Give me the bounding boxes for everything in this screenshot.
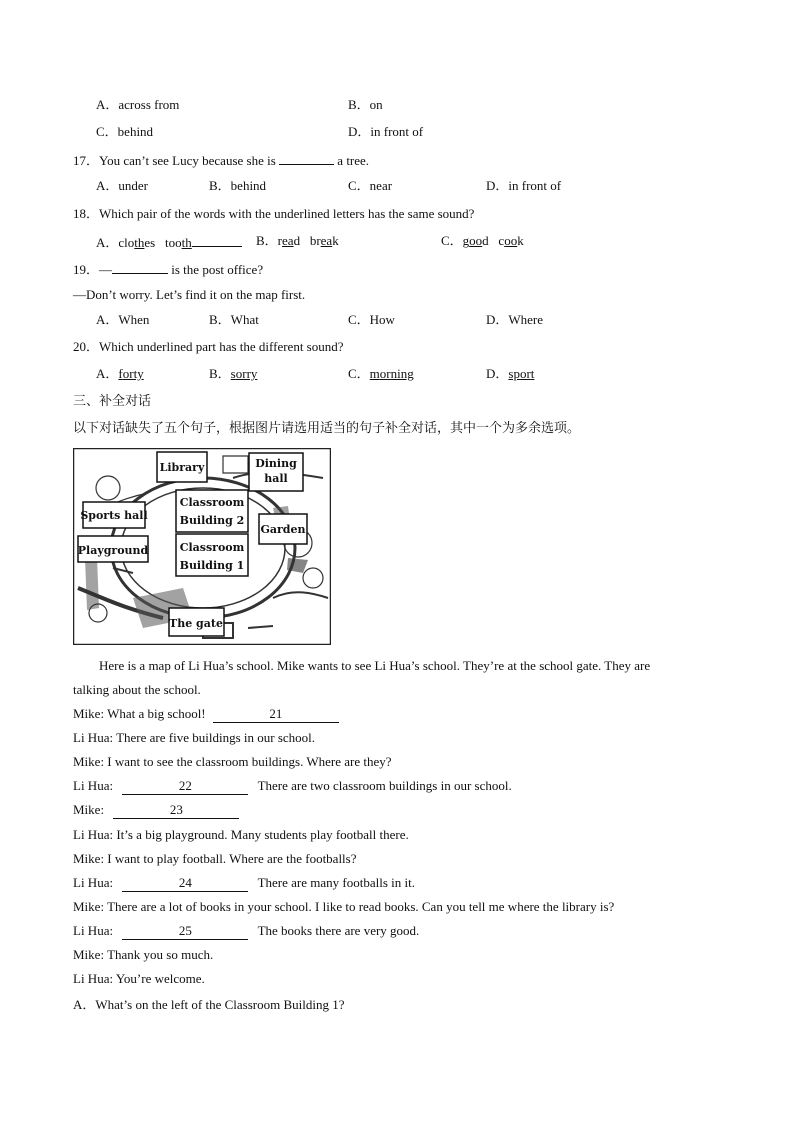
q16-option-d: D．in front of (348, 124, 424, 139)
blank-24: 24 (122, 875, 248, 892)
q18-a-word2-underlined: th (181, 235, 192, 250)
dialogue-text: What a big school! (107, 706, 206, 721)
map-box-library (157, 452, 207, 482)
map-label-playground: Playground (77, 544, 149, 557)
q18-stem: 18．Which pair of the words with the underlined letters has the same sound? (73, 206, 475, 221)
q17-stem-after: a tree. (337, 153, 370, 168)
q20-option-b (209, 366, 257, 382)
q20-c-pre: m (369, 366, 380, 381)
dialogue-line: Mike: Thank you so much. (73, 947, 214, 962)
q17-stem (73, 151, 369, 169)
map-box-classroom-building-1 (176, 534, 248, 576)
q19-stem-before: 19．— (73, 262, 113, 277)
dialogue-line: Li Hua: You’re welcome. (73, 971, 205, 986)
dialogue-speaker: Li Hua: (73, 875, 114, 890)
q17-option-a: A．under (96, 178, 148, 193)
q17-option-b: B．behind (209, 178, 267, 193)
dialogue-speaker: Li Hua: (73, 778, 114, 793)
q20-b-post: ry (246, 366, 258, 381)
map-box-gate (169, 608, 224, 636)
blank-21: 21 (213, 706, 339, 723)
q18-option-a (96, 233, 242, 251)
q18-b-prefix: B． (256, 233, 278, 248)
q18-c-word1-pre: g (462, 233, 470, 248)
q16-option-a: A．across from (96, 97, 180, 112)
dialogue-speaker: Mike: (73, 706, 105, 721)
map-label-dining-line2: hall (264, 472, 288, 485)
q19-option-d: D．Where (486, 312, 544, 327)
q18-c-word2-underlined: oo (504, 233, 518, 248)
dialogue-speaker: Li Hua: (73, 923, 114, 938)
dialogue-line: Mike: There are a lot of books in your school. I like to read books. Can you tell me where the library is? (73, 899, 615, 914)
map-label-classroom1-line2: Building 1 (179, 559, 245, 572)
q18-b-word1-post: d (293, 233, 301, 248)
dialogue-text: The books there are very good. (257, 923, 420, 938)
dialogue-line: Mike: I want to play football. Where are the footballs? (73, 851, 357, 866)
q19-option-a: A．When (96, 312, 150, 327)
q18-b-word2-post: k (332, 233, 339, 248)
q17-option-c: C．near (348, 178, 393, 193)
map-label-garden: Garden (260, 523, 306, 536)
q20-a-post: ty (133, 366, 144, 381)
q20-d-prefix: D． (486, 366, 509, 381)
blank-25: 25 (122, 923, 248, 940)
q20-c-underlined: or (379, 366, 391, 381)
q20-d-post: t (530, 366, 535, 381)
map-label-gate: The gate (169, 617, 223, 630)
q20-b-pre: s (230, 366, 236, 381)
q20-c-prefix: C． (348, 366, 370, 381)
q18-b-word1-pre: r (277, 233, 283, 248)
map-box-classroom-building-2 (176, 490, 248, 532)
q20-a-underlined: or (122, 366, 134, 381)
dialogue-text: There are two classroom buildings in our school. (257, 778, 512, 793)
blank-22: 22 (122, 778, 248, 795)
q16-option-b: B．on (348, 97, 383, 112)
school-map-illustration (73, 448, 331, 645)
q20-c-post: ning (390, 366, 414, 381)
passage-line2: talking about the school. (73, 682, 201, 697)
dialogue-line-23 (73, 802, 239, 819)
q18-a-word1-pre: clo (118, 235, 135, 250)
dialogue-line-24 (73, 875, 415, 892)
q18-c-word2-pre: c (498, 233, 505, 248)
q18-c-prefix: C． (441, 233, 463, 248)
map-box-sports-hall (80, 502, 147, 528)
q16-option-c: C．behind (96, 124, 154, 139)
dialogue-text: There are many footballs in it. (257, 875, 415, 890)
map-label-sports-hall: Sports hall (80, 509, 148, 522)
q20-d-underlined: or (519, 366, 531, 381)
q18-option-b (256, 233, 339, 249)
q19-blank (112, 260, 168, 274)
q19-stem (73, 260, 263, 278)
q20-a-prefix: A． (96, 366, 119, 381)
map-box-dining-hall (249, 453, 303, 491)
q18-a-prefix: A． (96, 235, 119, 250)
q19-option-b: B．What (209, 312, 259, 327)
q18-b-word1-underlined: ea (282, 233, 294, 248)
q20-option-c (348, 366, 414, 382)
dialogue-line: Li Hua: It’s a big playground. Many students play football there. (73, 827, 409, 842)
section-heading: 三、补全对话 (73, 394, 152, 409)
map-label-library: Library (159, 461, 205, 474)
q20-b-prefix: B． (209, 366, 231, 381)
q18-a-word2-pre: too (165, 235, 182, 250)
q18-a-word1-underlined: th (134, 235, 145, 250)
map-label-dining-line1: Dining (255, 457, 297, 470)
q19-line2: —Don’t worry. Let’s find it on the map first. (73, 287, 306, 302)
dialogue-line-25 (73, 923, 419, 940)
dialogue-line: Mike: I want to see the classroom buildings. Where are they? (73, 754, 392, 769)
q20-option-d (486, 366, 534, 382)
map-label-classroom2-line2: Building 2 (179, 514, 245, 527)
q20-stem: 20．Which underlined part has the different sound? (73, 339, 344, 354)
q17-option-d: D．in front of (486, 178, 562, 193)
q20-d-pre: sp (508, 366, 520, 381)
q18-a-trailing-rule (192, 233, 242, 247)
q20-b-underlined: or (235, 366, 247, 381)
q18-c-word1-underlined: oo (469, 233, 483, 248)
q18-c-word2-post: k (517, 233, 524, 248)
q20-option-a (96, 366, 144, 382)
dialogue-option-a: A．What’s on the left of the Classroom Building 1? (73, 997, 345, 1012)
dialogue-line-22 (73, 778, 512, 795)
q19-option-c: C．How (348, 312, 395, 327)
map-label-classroom1-line1: Classroom (179, 541, 245, 554)
q20-a-pre: f (118, 366, 123, 381)
dialogue-line-21 (73, 706, 339, 723)
q17-stem-before: 17．You can’t see Lucy because she is (73, 153, 276, 168)
q18-c-word1-post: d (482, 233, 489, 248)
section-instruction: 以下对话缺失了五个句子，根据图片请选用适当的句子补全对话，其中一个为多余选项。 (73, 421, 581, 436)
q18-option-c (441, 233, 524, 249)
q19-stem-after: is the post office? (171, 262, 264, 277)
q18-b-word2-pre: br (309, 233, 321, 248)
blank-23: 23 (113, 802, 239, 819)
q17-blank (279, 151, 334, 165)
dialogue-line: Li Hua: There are five buildings in our school. (73, 730, 316, 745)
map-box-playground (78, 536, 149, 562)
q18-a-word1-post: es (144, 235, 156, 250)
q18-b-word2-underlined: ea (320, 233, 333, 248)
map-label-classroom2-line1: Classroom (179, 496, 245, 509)
dialogue-speaker: Mike: (73, 802, 105, 817)
passage-line1: Here is a map of Li Hua’s school. Mike wants to see Li Hua’s school. They’re at the school gate. They are (99, 658, 651, 673)
map-box-garden (259, 514, 307, 544)
